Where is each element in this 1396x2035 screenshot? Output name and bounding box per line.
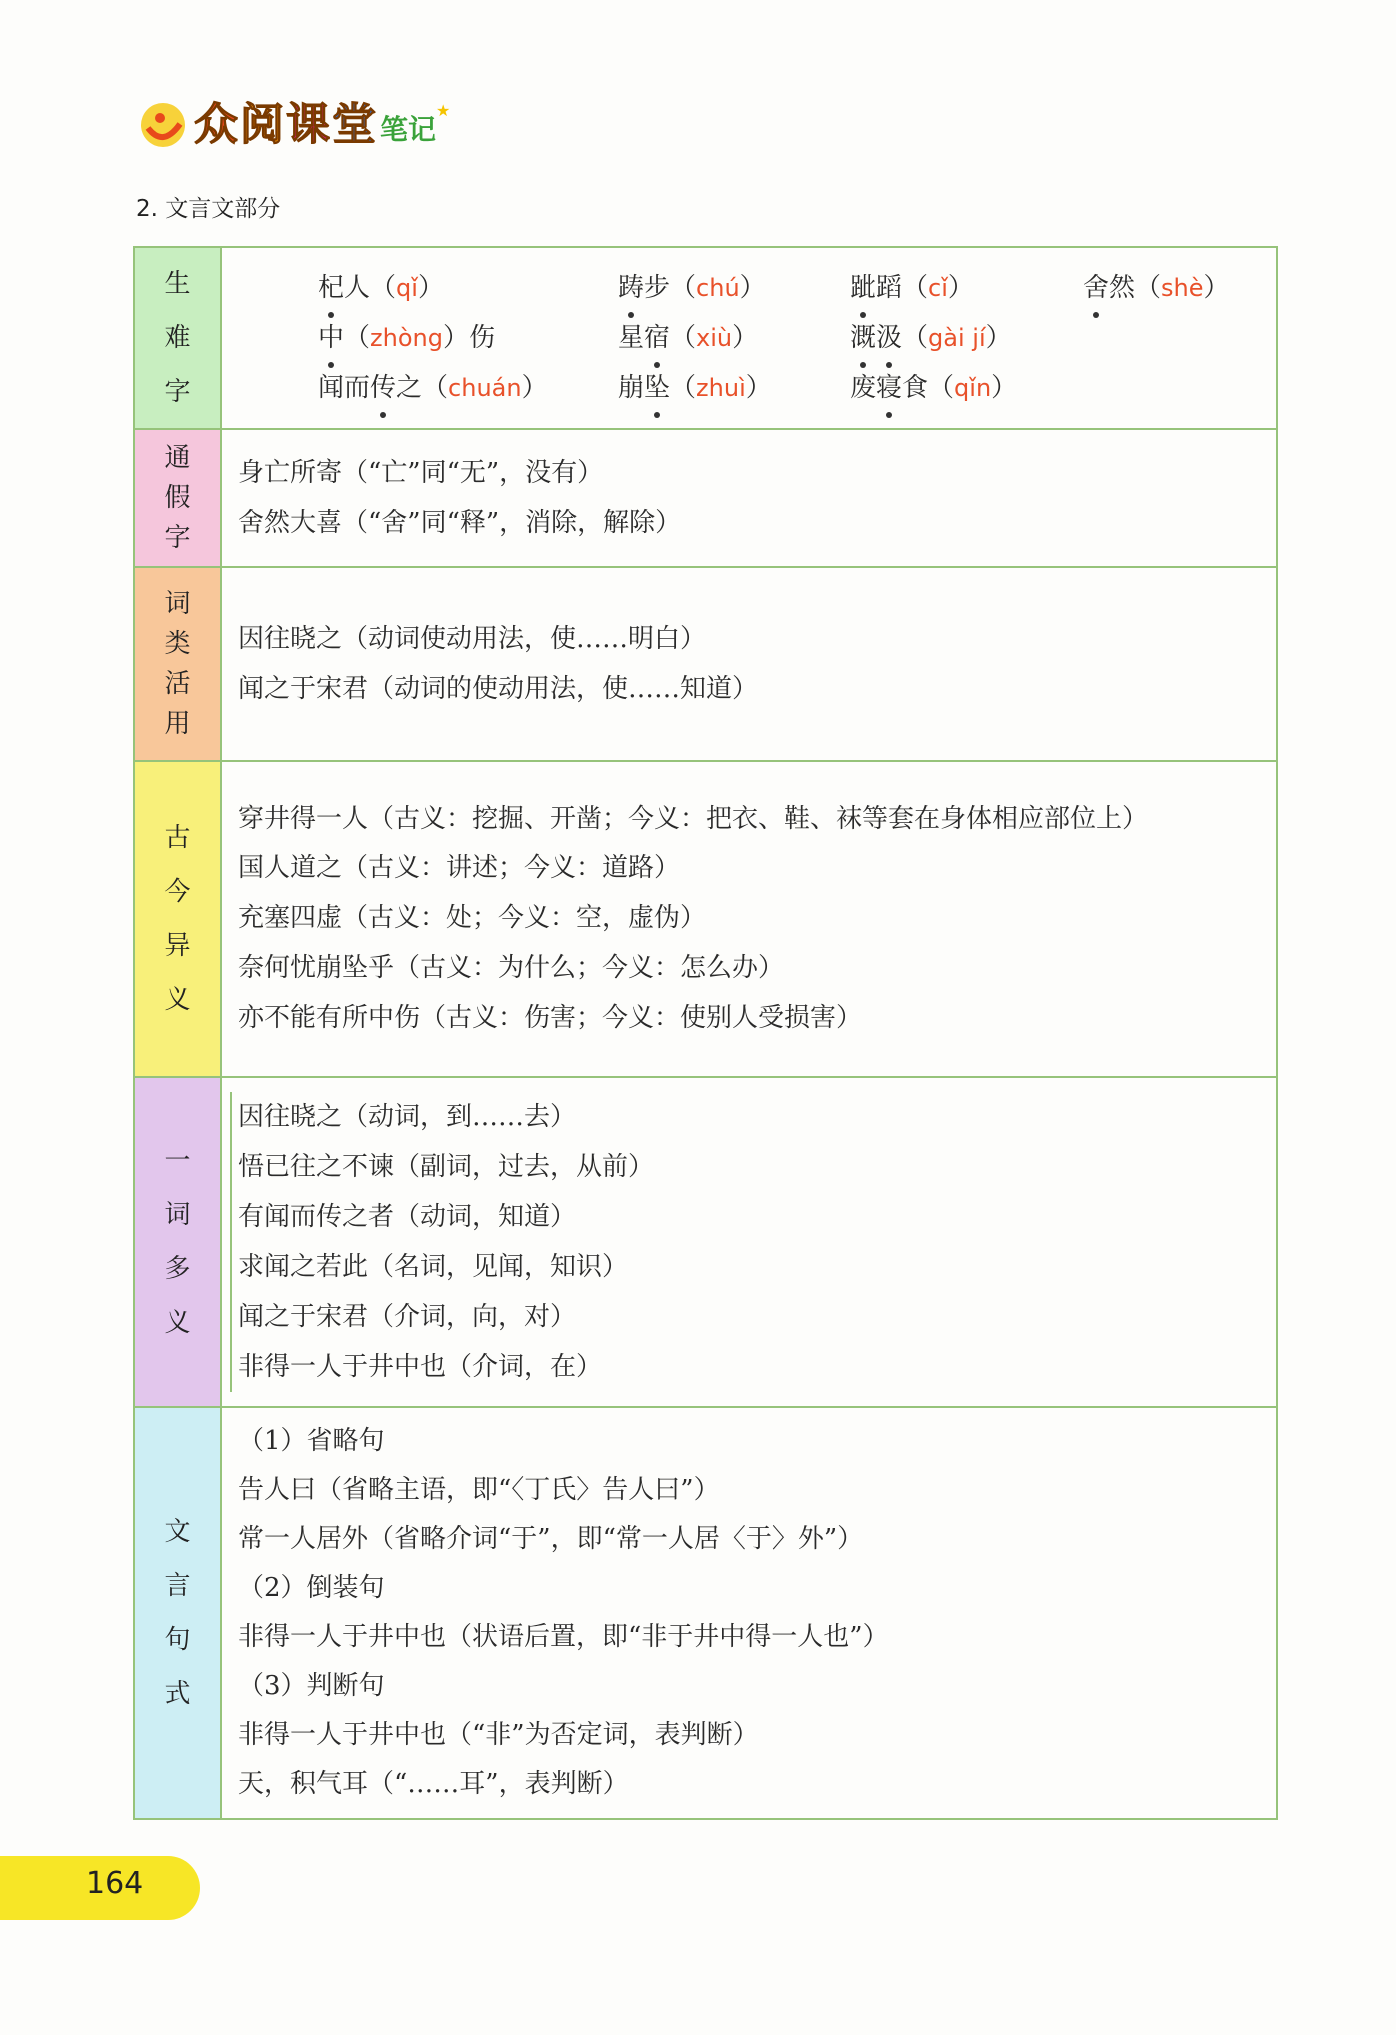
row-content [221,1407,1277,1819]
page-number: 164 [86,1866,144,1901]
grid-row: 闻而传之（chuán） 崩坠（zhuì） 废寝食（qǐn） [318,363,1260,413]
entry-line: 非得一人于井中也（“非”为否定词，表判断） [238,1720,759,1750]
row-gujin [134,761,1277,1077]
entry-line: 常一人居外（省略介词“于”，即“常一人居〈于〉外”） [238,1524,864,1554]
logo [138,88,450,150]
entry-line: （3）判断句 [238,1671,385,1701]
row-cilei [134,567,1277,761]
entry-line: 亦不能有所中伤（古义：伤害；今义：使别人受损害） [238,1003,863,1033]
meaning-group [230,1092,1260,1192]
entry-line: 因往晓之（动词使动用法，使……明白） [238,624,707,654]
entry-line: 身亡所寄（“亡”同“无”，没有） [238,458,604,488]
entry-line: 因往晓之（动词，到……去） [238,1102,577,1132]
entry-line: 天，积气耳（“……耳”，表判断） [238,1769,629,1799]
logo-title [194,100,378,150]
row-content [221,567,1277,761]
grid-row: 杞人（qǐ） 踌步（chú） 跐蹈（cǐ） 舍然（shè） [318,263,1260,313]
entry-line: 告人曰（省略主语，即“〈丁氏〉告人曰”） [238,1475,720,1505]
entry-line: 闻之于宋君（介词，向，对） [238,1302,577,1332]
row-yici [134,1077,1277,1407]
entry-line: 闻之于宋君（动词的使动用法，使……知道） [238,674,759,704]
logo-subtitle: 笔记 [380,113,437,146]
logo-char: 阅 [240,99,286,150]
entry-line: 穿井得一人（古义：挖掘、开凿；今义：把衣、鞋、袜等套在身体相应部位上） [238,804,1149,834]
entry-line: 充塞四虚（古义：处；今义：空，虚伪） [238,903,707,933]
row-label: 古 今 异 义 [134,761,221,1077]
entry-line: 国人道之（古义：讲述；今义：道路） [238,853,681,883]
meaning-group [230,1292,1260,1392]
row-shengnan [134,247,1277,429]
row-label: 词 类 活 用 [134,567,221,761]
row-juushi [134,1407,1277,1819]
entry-line: （2）倒装句 [238,1573,385,1603]
row-label: 通 假 字 [134,429,221,567]
entry-line: 奈何忧崩坠乎（古义：为什么；今义：怎么办） [238,953,785,983]
star-icon: ★ [436,101,451,120]
entry-line: （1）省略句 [238,1426,385,1456]
logo-emblem-icon [138,100,188,150]
entry-line: 非得一人于井中也（状语后置，即“非于井中得一人也”） [238,1622,889,1652]
entry-line: 有闻而传之者（动词，知道） [238,1202,577,1232]
row-content [221,429,1277,567]
entry-line: 非得一人于井中也（介词，在） [238,1352,603,1382]
row-label: 一 词 多 义 [134,1077,221,1407]
entry-line: 舍然大喜（“舍”同“释”，消除，解除） [238,508,682,538]
grid-row: 中（zhòng）伤 星宿（xiù） 溉汲（gài jí） [318,313,1260,363]
row-content [221,761,1277,1077]
logo-char: 堂 [332,99,378,150]
row-content [221,247,1277,429]
meaning-group [230,1192,1260,1292]
logo-char: 众 [194,99,240,150]
entry-line: 求闻之若此（名词，见闻，知识） [238,1252,629,1282]
logo-char: 课 [286,99,332,150]
notes-table [133,246,1278,1820]
row-label: 文 言 句 式 [134,1407,221,1819]
row-tongjia [134,429,1277,567]
section-title: 2. 文言文部分 [136,196,281,222]
entry-line: 悟已往之不谏（副词，过去，从前） [238,1152,655,1182]
row-label: 生 难 字 [134,247,221,429]
row-content [221,1077,1277,1407]
